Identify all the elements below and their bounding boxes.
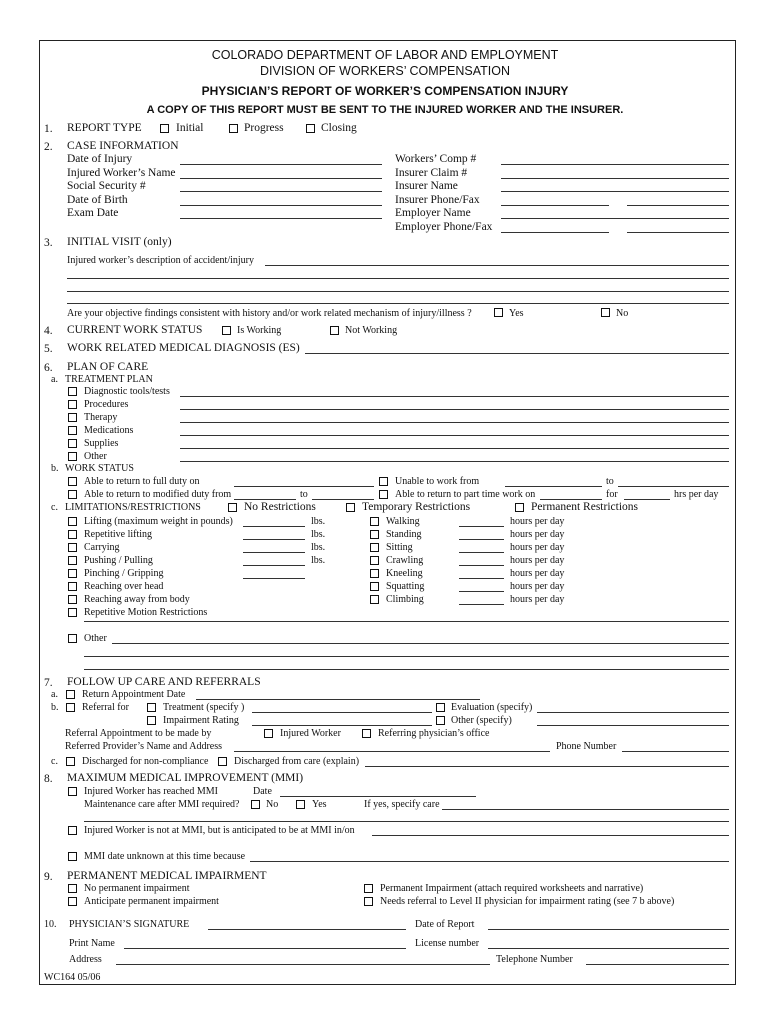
other-restriction-field[interactable]: [112, 643, 729, 644]
discharged-label: Discharged from care (explain): [234, 756, 360, 767]
no-restrictions-label: No Restrictions: [244, 501, 316, 513]
squatting-hours-field[interactable]: [459, 591, 504, 592]
employer-phone-field[interactable]: [501, 232, 609, 233]
diagnosis-field[interactable]: [305, 353, 729, 354]
anticipate-permanent-checkbox[interactable]: [68, 897, 77, 906]
hours-per-day-label: hours per day: [510, 516, 565, 527]
employer-name-field[interactable]: [501, 218, 729, 219]
unable-to-work-checkbox[interactable]: [379, 477, 388, 486]
referral-checkbox[interactable]: [66, 703, 75, 712]
section-number: 9.: [44, 871, 53, 883]
restriction-item: Climbing: [386, 594, 424, 605]
maintenance-label: Maintenance care after MMI required?: [84, 799, 240, 810]
therapy-checkbox[interactable]: [68, 413, 77, 422]
anticipate-permanent-label: Anticipate permanent impairment: [84, 896, 219, 907]
if-yes-label: If yes, specify care: [364, 799, 440, 810]
not-at-mmi-checkbox[interactable]: [68, 826, 77, 835]
part-time-checkbox[interactable]: [379, 490, 388, 499]
form-title: PHYSICIAN’S REPORT OF WORKER’S COMPENSATION INJURY: [201, 84, 569, 98]
date-of-report-label: Date of Report: [415, 919, 475, 930]
mmi-unknown-field[interactable]: [250, 861, 729, 862]
consistent-yes-checkbox[interactable]: [494, 308, 503, 317]
restriction-item: Standing: [386, 529, 422, 540]
carrying-lbs-field[interactable]: [243, 552, 305, 553]
license-field[interactable]: [488, 948, 729, 949]
restriction-item: Repetitive Motion Restrictions: [84, 607, 208, 618]
is-working-checkbox[interactable]: [222, 326, 231, 335]
section-number: 4.: [44, 325, 53, 337]
maintenance-care-line[interactable]: [84, 821, 729, 822]
section-number: 10.: [44, 919, 57, 930]
repetitive-motion-checkbox[interactable]: [68, 608, 77, 617]
section-number: 1.: [44, 123, 53, 135]
section-number: 8.: [44, 773, 53, 785]
provider-phone-field[interactable]: [622, 751, 729, 752]
yes-label: Yes: [509, 308, 524, 319]
reached-mmi-label: Injured Worker has reached MMI: [84, 786, 218, 797]
pushing-checkbox[interactable]: [68, 556, 77, 565]
reached-mmi-checkbox[interactable]: [68, 787, 77, 796]
restriction-item: Reaching away from body: [84, 594, 190, 605]
insurer-phone-field[interactable]: [501, 205, 609, 206]
modified-duty-checkbox[interactable]: [68, 490, 77, 499]
insurer-fax-field[interactable]: [627, 205, 729, 206]
injured-worker-checkbox[interactable]: [264, 729, 273, 738]
no-permanent-label: No permanent impairment: [84, 883, 190, 894]
non-compliance-checkbox[interactable]: [66, 757, 75, 766]
medications-field[interactable]: [180, 435, 729, 436]
pinching-checkbox[interactable]: [68, 569, 77, 578]
hrs-per-day-label: hrs per day: [674, 489, 719, 500]
current-work-status-label: CURRENT WORK STATUS: [67, 324, 203, 336]
evaluation-checkbox[interactable]: [436, 703, 445, 712]
ssn-label: Social Security #: [67, 180, 146, 192]
restriction-item: Walking: [386, 516, 420, 527]
other-treatment-checkbox[interactable]: [68, 452, 77, 461]
treatment-plan-label: TREATMENT PLAN: [65, 374, 153, 385]
level-two-checkbox[interactable]: [364, 897, 373, 906]
form-id: WC164 05/06: [44, 972, 101, 983]
address-label: Address: [69, 954, 102, 965]
injured-worker-name-label: Injured Worker’s Name: [67, 167, 176, 179]
date-of-injury-field[interactable]: [180, 164, 382, 165]
pinching-field[interactable]: [243, 578, 305, 579]
employer-name-label: Employer Name: [395, 207, 471, 219]
full-duty-date-field[interactable]: [234, 486, 374, 487]
temporary-restrictions-label: Temporary Restrictions: [362, 501, 471, 513]
non-compliance-label: Discharged for non-compliance: [82, 756, 209, 767]
closing-label: Closing: [321, 122, 357, 134]
repetitive-motion-field[interactable]: [84, 621, 729, 622]
restriction-item: Sitting: [386, 542, 413, 553]
lifting-lbs-field[interactable]: [243, 526, 305, 527]
permanent-restrictions-checkbox[interactable]: [515, 503, 524, 512]
work-status-label: WORK STATUS: [65, 463, 134, 474]
treatment-item: Supplies: [84, 438, 119, 449]
hours-per-day-label: hours per day: [510, 568, 565, 579]
repetitive-lifting-lbs-field[interactable]: [243, 539, 305, 540]
lifting-checkbox[interactable]: [68, 517, 77, 526]
therapy-field[interactable]: [180, 422, 729, 423]
reaching-away-checkbox[interactable]: [68, 595, 77, 604]
hours-per-day-label: hours per day: [510, 594, 565, 605]
walking-hours-field[interactable]: [459, 526, 504, 527]
treatment-item: Diagnostic tools/tests: [84, 386, 170, 397]
other-referral-label: Other (specify): [451, 715, 512, 726]
mmi-label: MAXIMUM MEDICAL IMPROVEMENT (MMI): [67, 772, 304, 784]
telephone-field[interactable]: [586, 964, 729, 965]
evaluation-field[interactable]: [537, 712, 729, 713]
accident-description-label: Injured worker’s description of accident/injury: [67, 255, 254, 266]
restriction-item: Carrying: [84, 542, 120, 553]
lbs-label: lbs.: [311, 529, 326, 540]
closing-checkbox[interactable]: [306, 124, 315, 133]
employer-fax-field[interactable]: [627, 232, 729, 233]
anticipated-mmi-field[interactable]: [372, 835, 729, 836]
unable-from-field[interactable]: [505, 486, 602, 487]
telephone-label: Telephone Number: [496, 954, 573, 965]
for-label: for: [606, 489, 618, 500]
provider-field[interactable]: [234, 751, 550, 752]
procedures-checkbox[interactable]: [68, 400, 77, 409]
copy-notice: A COPY OF THIS REPORT MUST BE SENT TO THE INJURED WORKER AND THE INSURER.: [146, 104, 624, 116]
unable-to-field[interactable]: [618, 486, 729, 487]
part-time-date-field[interactable]: [540, 499, 602, 500]
sub-letter: a.: [51, 374, 58, 385]
sub-letter: b.: [51, 463, 59, 474]
dob-label: Date of Birth: [67, 194, 128, 206]
referring-physician-checkbox[interactable]: [362, 729, 371, 738]
treatment-referral-field[interactable]: [252, 712, 432, 713]
date-of-report-field[interactable]: [488, 929, 729, 930]
permanent-impairment-text: Permanent Impairment (attach required worksheets and narrative): [380, 883, 644, 894]
climbing-hours-field[interactable]: [459, 604, 504, 605]
to-label: to: [606, 476, 614, 487]
referring-physician-label: Referring physician’s office: [378, 728, 490, 739]
progress-label: Progress: [244, 122, 284, 134]
insurer-name-field[interactable]: [501, 191, 729, 192]
case-information-label: CASE INFORMATION: [67, 140, 179, 152]
exam-date-field[interactable]: [180, 218, 382, 219]
other-restriction-line[interactable]: [84, 669, 729, 670]
maintenance-yes-checkbox[interactable]: [296, 800, 305, 809]
address-field[interactable]: [116, 964, 490, 965]
license-label: License number: [415, 938, 480, 949]
insurer-phone-label: Insurer Phone/Fax: [395, 194, 480, 206]
unable-label: Unable to work from: [395, 476, 480, 487]
other-restriction-line[interactable]: [84, 656, 729, 657]
hours-per-day-label: hours per day: [510, 581, 565, 592]
discharged-checkbox[interactable]: [218, 757, 227, 766]
crawling-checkbox[interactable]: [370, 556, 379, 565]
return-appointment-checkbox[interactable]: [66, 690, 75, 699]
diagnosis-label: WORK RELATED MEDICAL DIAGNOSIS (ES): [67, 342, 300, 354]
mmi-unknown-label: MMI date unknown at this time because: [84, 851, 246, 862]
phone-number-label: Phone Number: [556, 741, 617, 752]
accident-description-field[interactable]: [265, 265, 729, 266]
date-of-injury-label: Date of Injury: [67, 153, 133, 165]
impairment-rating-checkbox[interactable]: [147, 716, 156, 725]
hours-per-day-label: hours per day: [510, 555, 565, 566]
initial-label: Initial: [176, 122, 204, 134]
modified-from-field[interactable]: [234, 499, 296, 500]
insurer-name-label: Insurer Name: [395, 180, 458, 192]
print-name-field[interactable]: [124, 948, 406, 949]
agency-name: COLORADO DEPARTMENT OF LABOR AND EMPLOYMENT: [211, 48, 559, 62]
treatment-item: Other: [84, 451, 107, 462]
restriction-item: Reaching over head: [84, 581, 164, 592]
accident-description-line[interactable]: [67, 303, 729, 304]
procedures-field[interactable]: [180, 409, 729, 410]
carrying-checkbox[interactable]: [68, 543, 77, 552]
permanent-restrictions-label: Permanent Restrictions: [531, 501, 638, 513]
standing-hours-field[interactable]: [459, 539, 504, 540]
yes-label: Yes: [312, 799, 327, 810]
other-restriction-checkbox[interactable]: [68, 634, 77, 643]
return-appointment-label: Return Appointment Date: [82, 689, 186, 700]
medications-checkbox[interactable]: [68, 426, 77, 435]
hours-per-day-label: hours per day: [510, 542, 565, 553]
exam-date-label: Exam Date: [67, 207, 119, 219]
repetitive-lifting-checkbox[interactable]: [68, 530, 77, 539]
no-restrictions-checkbox[interactable]: [228, 503, 237, 512]
modified-duty-label: Able to return to modified duty from: [84, 489, 232, 500]
insurer-claim-label: Insurer Claim #: [395, 167, 468, 179]
restriction-item: Kneeling: [386, 568, 423, 579]
full-duty-checkbox[interactable]: [68, 477, 77, 486]
mmi-date-field[interactable]: [280, 796, 476, 797]
print-name-label: Print Name: [69, 938, 115, 949]
treatment-referral-label: Treatment (specify ): [163, 702, 245, 713]
evaluation-label: Evaluation (specify): [451, 702, 533, 713]
employer-phone-label: Employer Phone/Fax: [395, 221, 493, 233]
modified-to-field[interactable]: [312, 499, 374, 500]
initial-checkbox[interactable]: [160, 124, 169, 133]
plan-of-care-label: PLAN OF CARE: [67, 361, 149, 373]
level-two-label: Needs referral to Level II physician for impairment rating (see 7 b above): [380, 896, 675, 907]
discharged-field[interactable]: [365, 766, 729, 767]
sub-letter: b.: [51, 702, 59, 713]
not-at-mmi-label: Injured Worker is not at MMI, but is anticipated to be at MMI in/on: [84, 825, 355, 836]
restriction-item: Repetitive lifting: [84, 529, 153, 540]
section-number: 6.: [44, 362, 53, 374]
injured-worker-name-field[interactable]: [180, 178, 382, 179]
standing-checkbox[interactable]: [370, 530, 379, 539]
part-time-label: Able to return to part time work on: [395, 489, 536, 500]
progress-checkbox[interactable]: [229, 124, 238, 133]
accident-description-line[interactable]: [67, 278, 729, 279]
mmi-date-label: Date: [253, 786, 272, 797]
wc-number-label: Workers’ Comp #: [395, 153, 477, 165]
consistent-question: Are your objective findings consistent with history and/or work related mechanism of injury/illness ?: [67, 308, 472, 319]
sub-letter: c.: [51, 502, 58, 513]
to-label: to: [300, 489, 308, 500]
other-restriction-label: Other: [84, 633, 107, 644]
treatment-item: Therapy: [84, 412, 118, 423]
division-name: DIVISION OF WORKERS’ COMPENSATION: [259, 64, 511, 78]
report-type-label: REPORT TYPE: [67, 122, 142, 134]
maintenance-care-field[interactable]: [442, 809, 729, 810]
lbs-label: lbs.: [311, 542, 326, 553]
other-referral-field[interactable]: [537, 725, 729, 726]
kneeling-hours-field[interactable]: [459, 578, 504, 579]
impairment-rating-field[interactable]: [252, 725, 432, 726]
other-treatment-field[interactable]: [180, 461, 729, 462]
no-permanent-checkbox[interactable]: [68, 884, 77, 893]
lbs-label: lbs.: [311, 555, 326, 566]
insurer-claim-field[interactable]: [501, 178, 729, 179]
supplies-field[interactable]: [180, 448, 729, 449]
restriction-item: Pinching / Gripping: [84, 568, 164, 579]
hours-per-day-label: hours per day: [510, 529, 565, 540]
not-working-label: Not Working: [345, 325, 398, 336]
is-working-label: Is Working: [237, 325, 282, 336]
pushing-lbs-field[interactable]: [243, 565, 305, 566]
sitting-hours-field[interactable]: [459, 552, 504, 553]
impairment-rating-label: Impairment Rating: [163, 715, 239, 726]
referral-for-label: Referral for: [82, 702, 129, 713]
treatment-item: Medications: [84, 425, 134, 436]
reaching-over-head-checkbox[interactable]: [68, 582, 77, 591]
ssn-field[interactable]: [180, 191, 382, 192]
other-referral-checkbox[interactable]: [436, 716, 445, 725]
sub-letter: c.: [51, 756, 58, 767]
squatting-checkbox[interactable]: [370, 582, 379, 591]
permanent-impairment-checkbox[interactable]: [364, 884, 373, 893]
signature-label: PHYSICIAN’S SIGNATURE: [69, 919, 190, 930]
full-duty-label: Able to return to full duty on: [84, 476, 200, 487]
kneeling-checkbox[interactable]: [370, 569, 379, 578]
sub-letter: a.: [51, 689, 58, 700]
not-working-checkbox[interactable]: [330, 326, 339, 335]
provider-label: Referred Provider’s Name and Address: [65, 741, 222, 752]
made-by-label: Referral Appointment to be made by: [65, 728, 212, 739]
no-label: No: [616, 308, 629, 319]
section-number: 3.: [44, 237, 53, 249]
return-appointment-field[interactable]: [196, 699, 480, 700]
crawling-hours-field[interactable]: [459, 565, 504, 566]
mmi-unknown-checkbox[interactable]: [68, 852, 77, 861]
limitations-label: LIMITATIONS/RESTRICTIONS: [65, 502, 201, 513]
restriction-item: Lifting (maximum weight in pounds): [84, 516, 233, 527]
section-number: 2.: [44, 141, 53, 153]
consistent-no-checkbox[interactable]: [601, 308, 610, 317]
restriction-item: Crawling: [386, 555, 424, 566]
supplies-checkbox[interactable]: [68, 439, 77, 448]
restriction-item: Pushing / Pulling: [84, 555, 153, 566]
treatment-item: Procedures: [84, 399, 129, 410]
diagnostic-checkbox[interactable]: [68, 387, 77, 396]
climbing-checkbox[interactable]: [370, 595, 379, 604]
restriction-item: Squatting: [386, 581, 425, 592]
signature-field[interactable]: [208, 929, 406, 930]
diagnostic-field[interactable]: [180, 396, 729, 397]
sitting-checkbox[interactable]: [370, 543, 379, 552]
initial-visit-label: INITIAL VISIT (only): [67, 236, 172, 248]
walking-checkbox[interactable]: [370, 517, 379, 526]
treatment-referral-checkbox[interactable]: [147, 703, 156, 712]
follow-up-label: FOLLOW UP CARE AND REFERRALS: [67, 676, 261, 688]
part-time-hours-field[interactable]: [624, 499, 670, 500]
wc-number-field[interactable]: [501, 164, 729, 165]
no-label: No: [266, 799, 279, 810]
temporary-restrictions-checkbox[interactable]: [346, 503, 355, 512]
section-number: 7.: [44, 677, 53, 689]
section-number: 5.: [44, 343, 53, 355]
permanent-impairment-label: PERMANENT MEDICAL IMPAIRMENT: [67, 870, 267, 882]
maintenance-no-checkbox[interactable]: [251, 800, 260, 809]
lbs-label: lbs.: [311, 516, 326, 527]
injured-worker-label: Injured Worker: [280, 728, 341, 739]
dob-field[interactable]: [180, 205, 382, 206]
accident-description-line[interactable]: [67, 291, 729, 292]
